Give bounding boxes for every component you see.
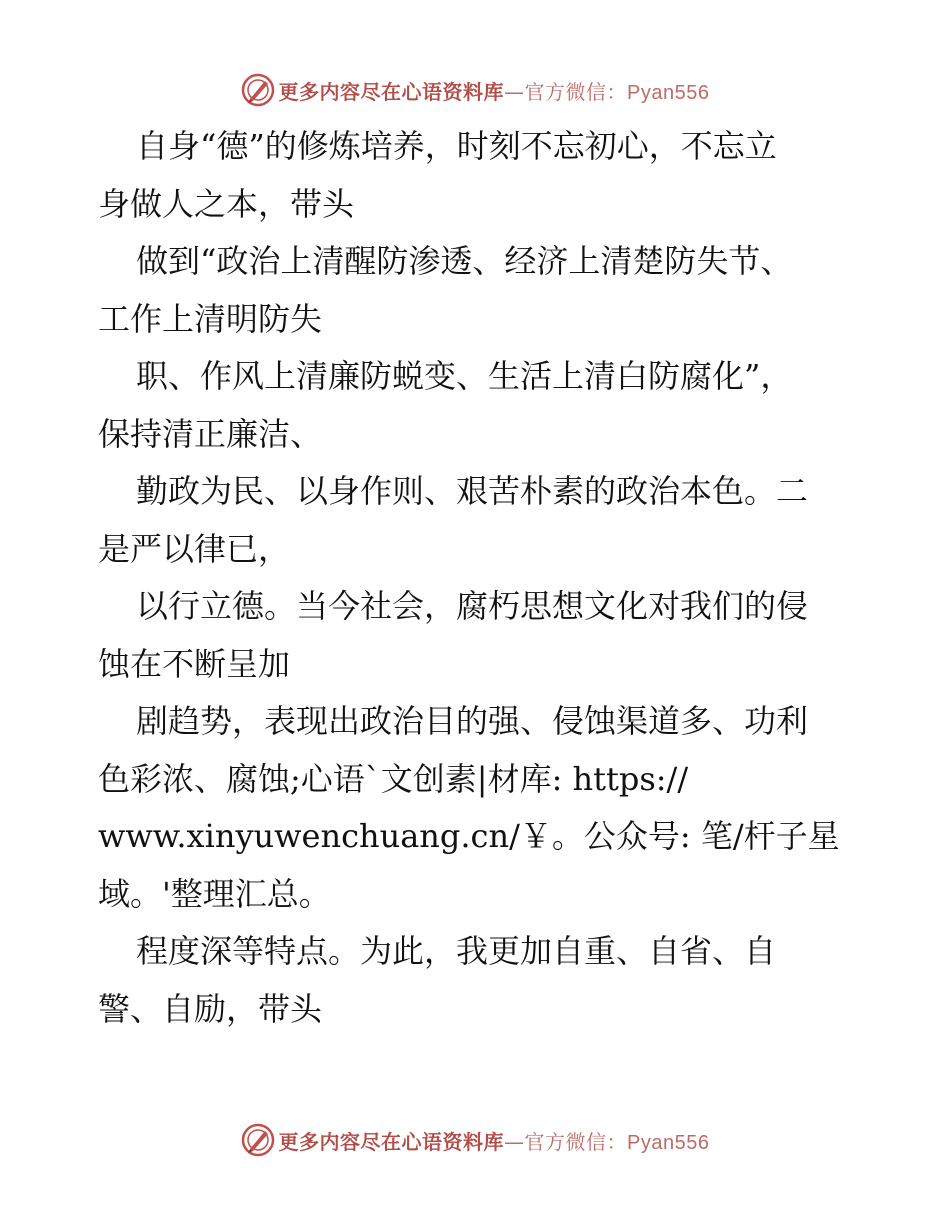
body-line: 色彩浓、腐蚀;心语`文创素|材库: https:// bbox=[98, 759, 689, 798]
banner-wechat-id: Pyan556 bbox=[627, 1131, 710, 1154]
banner-main-text: 更多内容尽在心语资料库 bbox=[278, 1129, 505, 1154]
header-banner bbox=[0, 70, 950, 110]
banner-dash: — bbox=[504, 1129, 525, 1154]
body-line: 程度深等特点。为此，我更加自重、自省、自 bbox=[136, 932, 777, 970]
body-line: 做到“政治上清醒防渗透、经济上清楚防失节、 bbox=[136, 242, 793, 280]
body-line: 蚀在不断呈加 bbox=[98, 644, 291, 683]
quill-logo-icon bbox=[241, 73, 275, 107]
banner-text bbox=[279, 1126, 710, 1155]
body-line: 职、作风上清廉防蜕变、生活上清白防腐化”， bbox=[136, 357, 793, 395]
banner-wechat-id: Pyan556 bbox=[627, 81, 710, 104]
banner-wechat-label: 官方微信： bbox=[524, 79, 628, 104]
body-line: 勤政为民、以身作则、艰苦朴素的政治本色。二 bbox=[136, 472, 809, 510]
banner-dash: — bbox=[504, 79, 525, 104]
banner-main-text: 更多内容尽在心语资料库 bbox=[278, 79, 505, 104]
body-line: www.xinyuwenchuang.cn/￥。公众号: 笔/杆子星 bbox=[98, 817, 840, 855]
banner-wechat-label: 官方微信： bbox=[524, 1129, 628, 1154]
body-line: 身做人之本，带头 bbox=[98, 184, 355, 223]
document-body bbox=[98, 118, 858, 1038]
body-line: 自身“德”的修炼培养，时刻不忘初心，不忘立 bbox=[136, 127, 777, 165]
body-line: 警、自励，带头 bbox=[98, 989, 323, 1028]
body-line: 以行立德。当今社会，腐朽思想文化对我们的侵 bbox=[136, 587, 809, 625]
banner-text bbox=[279, 76, 710, 105]
footer-banner bbox=[0, 1120, 950, 1160]
body-line: 保持清正廉洁、 bbox=[98, 414, 323, 453]
body-line: 工作上清明防失 bbox=[98, 299, 323, 338]
body-line: 是严以律已， bbox=[98, 529, 291, 568]
body-line: 域。'整理汇总。 bbox=[98, 874, 331, 913]
body-line: 剧趋势，表现出政治目的强、侵蚀渠道多、功利 bbox=[136, 702, 809, 740]
quill-logo-icon bbox=[241, 1123, 275, 1157]
